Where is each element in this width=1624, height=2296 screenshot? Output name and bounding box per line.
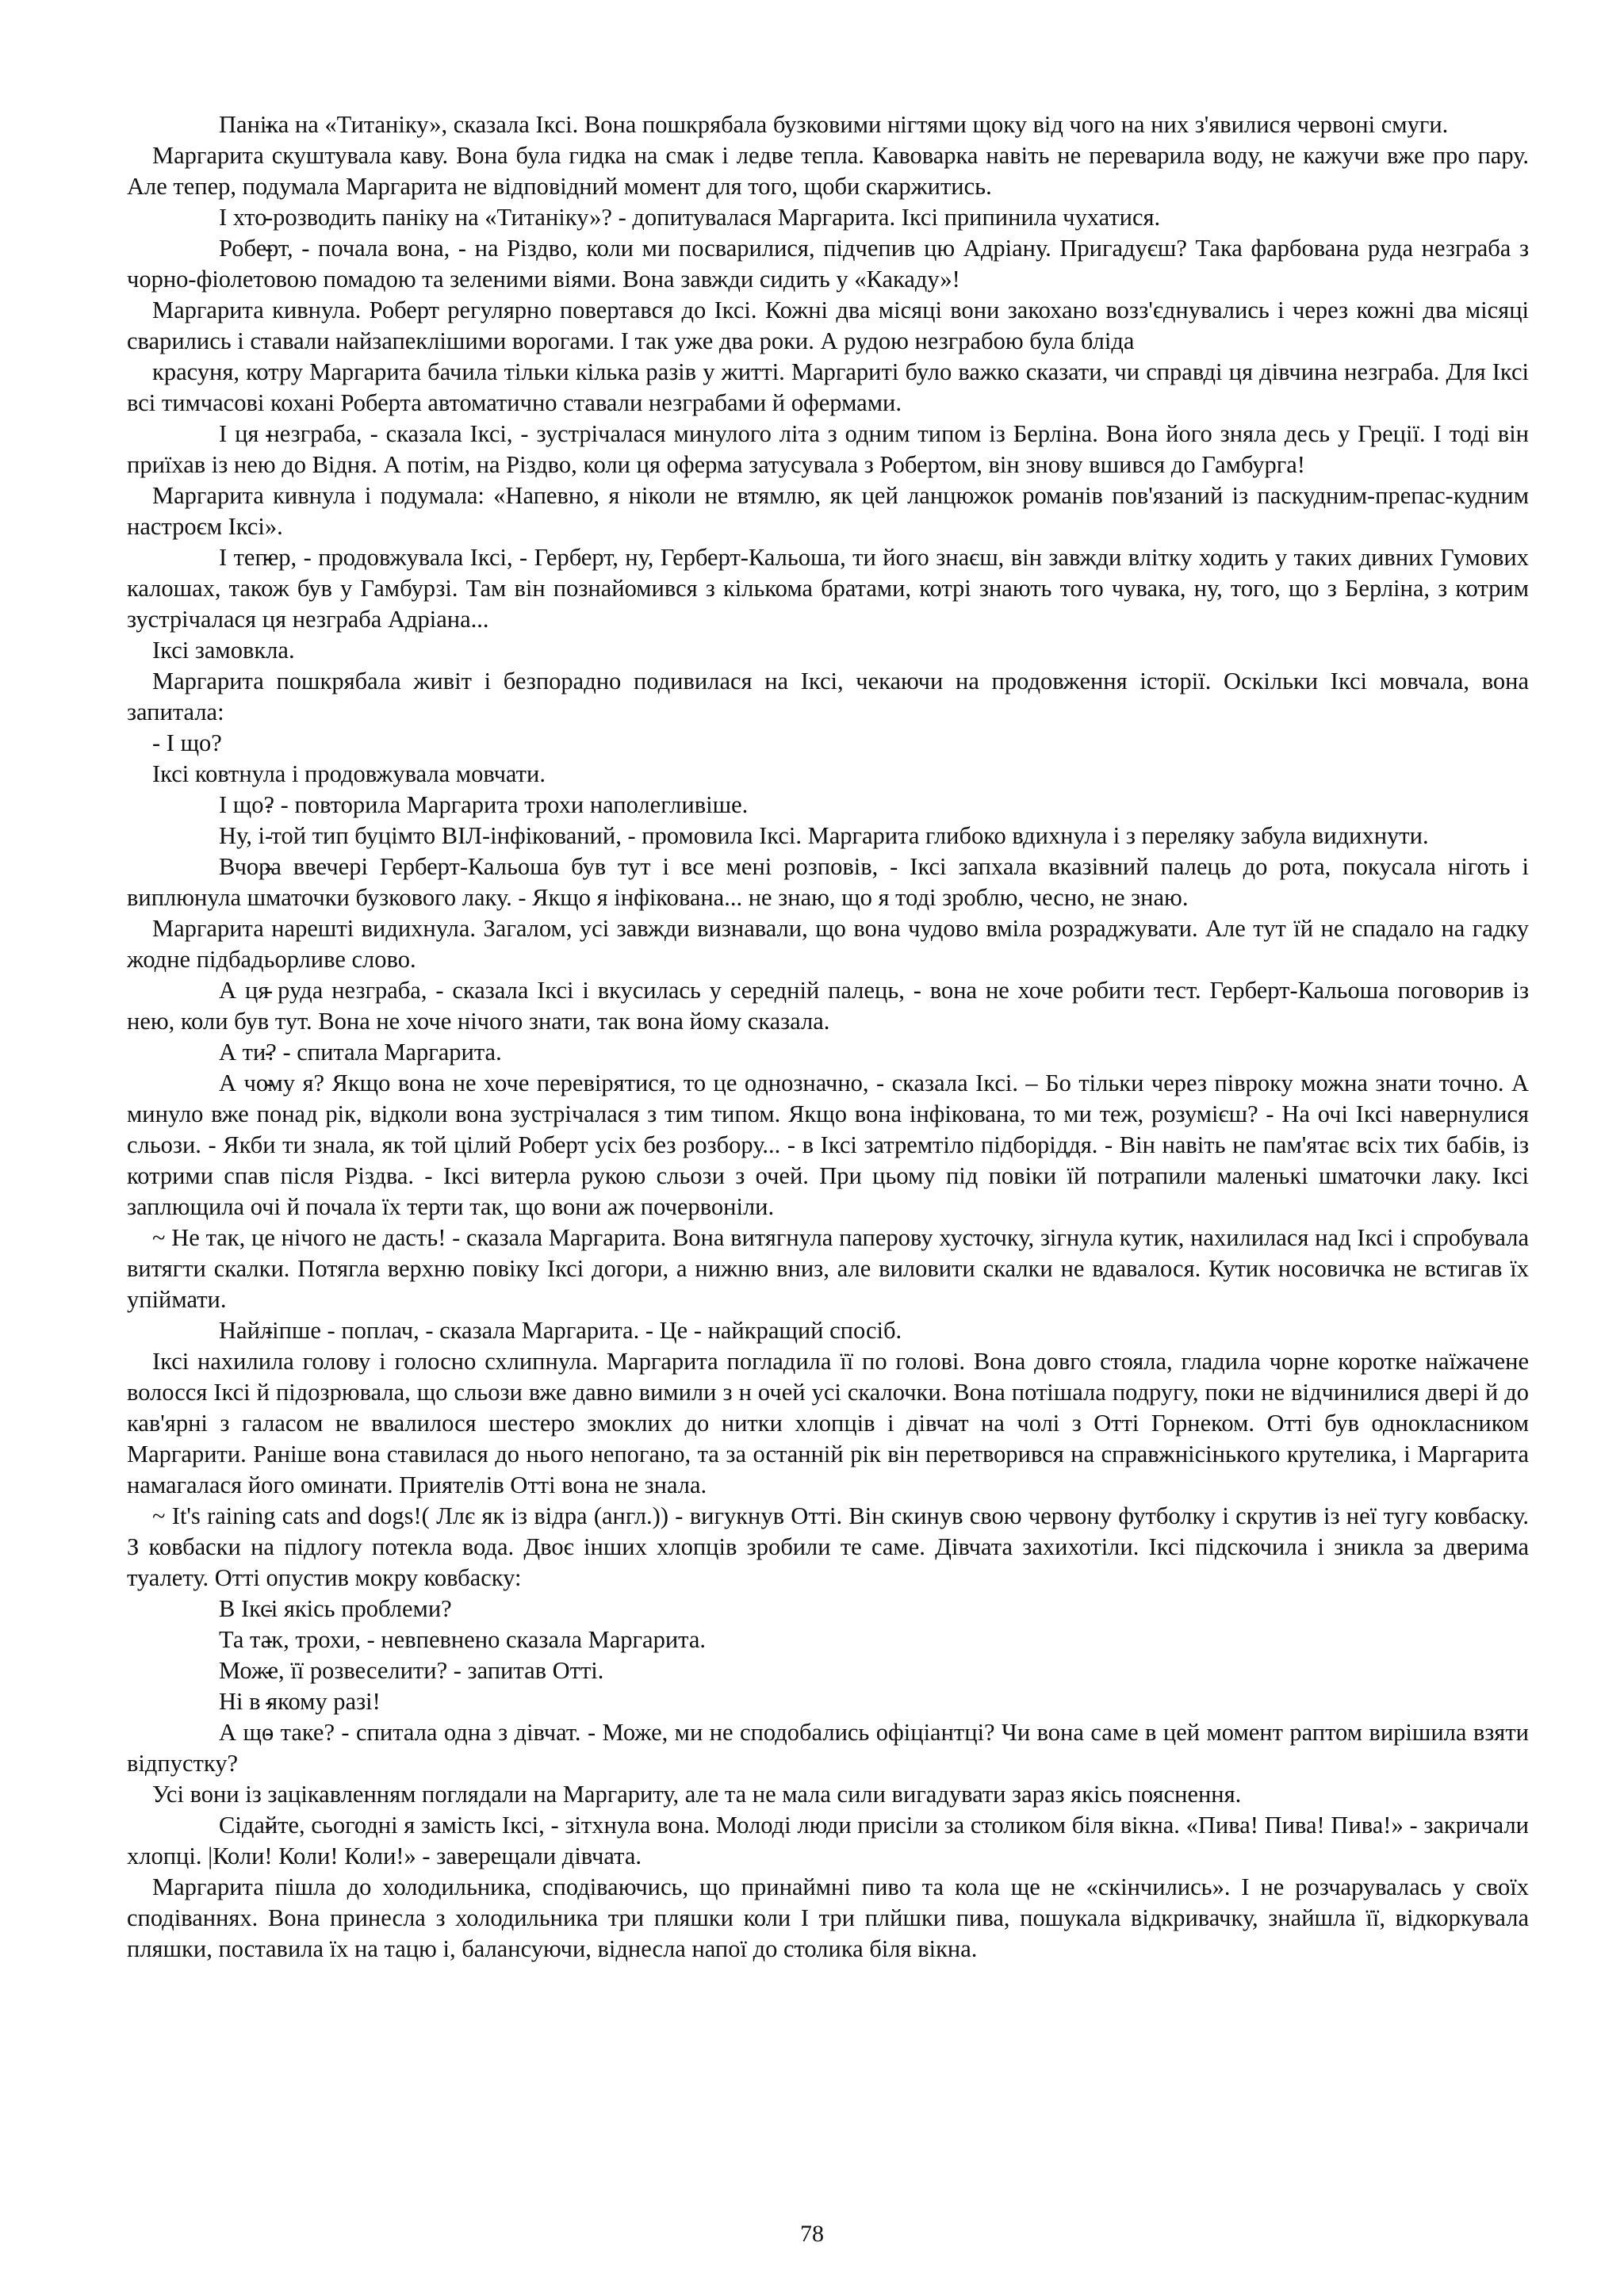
dialogue-paragraph: - І хто розводить паніку на «Титаніку»? - допитувалася Маргарита. Іксі припинила чухатися.: [127, 202, 1529, 233]
paragraph: Усі вони із зацікавленням поглядали на Маргариту, але та не мала сили вигадувати зараз якісь пояснення.: [152, 1781, 1242, 1808]
dialogue-paragraph: - А ти? - спитала Маргарита.: [127, 1037, 1529, 1068]
dialogue-paragraph: - Та так, трохи, - невпевнено сказала Маргарита.: [127, 1624, 1529, 1655]
body-text: [127, 109, 1529, 1965]
dialogue-paragraph: - А що таке? - спитала одна з дівчат. - Може, ми не сподобались офіціантці? Чи вона саме в цей момент раптом вирішила взяти відпустку?: [127, 1717, 1529, 1779]
dialogue-paragraph: - В Іксі якісь проблеми?: [127, 1594, 1529, 1624]
paragraph: красуня, котру Маргарита бачила тільки кілька разів у житті. Маргариті було важко сказати, чи справді ця дівчина незграба. Для Іксі всі тимчасові кохані Роберта автоматично ставали незграбами й офермами.: [127, 358, 1529, 416]
dialogue-paragraph: - Роберт, - почала вона, - на Різдво, коли ми посварилися, підчепив цю Адріану. Пригадуєш? Така фарбована руда незграба з чорно-фіолетовою помадою та зеленими віями. Вона завжди сидить у «Какаду»!: [127, 233, 1529, 295]
dialogue-paragraph: - Може, її розвеселити? - запитав Отті.: [127, 1655, 1529, 1686]
dialogue-paragraph: - І тепер, - продовжувала Іксі, - Герберт, ну, Герберт-Кальоша, ти його знаєш, він завжди влітку ходить у таких дивних Гумових калошах, також був у Гамбурзі. Там він познайомився з кількома братами, котрі знають того чувака, ну, того, що з Берліна, з котрим зустрічалася ця незграба Адріана...: [127, 542, 1529, 635]
dialogue-paragraph: - Ну, і той тип буцімто ВІЛ-інфікований, - промовила Іксі. Маргарита глибоко вдихнула і з переляку забула видихнути.: [127, 821, 1529, 851]
paragraph: Іксі замовкла.: [152, 637, 295, 664]
paragraph: - І що?: [152, 729, 222, 756]
dialogue-paragraph: - Найліпше - поплач, - сказала Маргарита. - Це - найкращий спосіб.: [127, 1315, 1529, 1346]
page-number: 78: [800, 2221, 824, 2247]
dialogue-paragraph: - Паніка на «Титаніку», сказала Іксі. Вона пошкрябала бузковими нігтями щоку від чого на них з'явилися червоні смуги.: [127, 109, 1529, 140]
dialogue-paragraph: - А чому я? Якщо вона не хоче перевірятися, то це однозначно, - сказала Іксі. – Бо тільки через півроку можна знати точно. А минуло вже понад рік, відколи вона зустрічалася з тим типом. Якщо вона інфікована, то ми теж, розумієш? - На очі Іксі навернулися сльози. - Якби ти знала, як той цілий Роберт усіх без розбору... - в Іксі затремтіло підборіддя. - Він навіть не пам'ятає всіх тих бабів, із котрими спав після Різдва. - Іксі витерла рукою сльози з очей. При цьому під повіки їй потрапили маленькі шматочки лаку. Іксі заплющила очі й почала їх терти так, що вони аж почервоніли.: [127, 1068, 1529, 1223]
dialogue-paragraph: - Вчора ввечері Герберт-Кальоша був тут і все мені розповів, - Іксі запхала вказівний палець до рота, покусала ніготь і виплюнула шматочки бузкового лаку. - Якщо я інфікована... не знаю, що я тоді зроблю, чесно, не знаю.: [127, 851, 1529, 913]
dialogue-paragraph: - А ця руда незграба, - сказала Іксі і вкусилась у середній палець, - вона не хоче робити тест. Герберт-Кальоша поговорив із нею, коли був тут. Вона не хоче нічого знати, так вона йому сказала.: [127, 975, 1529, 1037]
paragraph: Іксі ковтнула і продовжувала мовчати.: [152, 760, 546, 787]
dialogue-paragraph: - І ця незграба, - сказала Іксі, - зустрічалася минулого літа з одним типом із Берліна. Вона його зняла десь у Греції. І тоді він приїхав із нею до Відня. А потім, на Різдво, коли ця оферма затусувала з Робертом, він знову вшився до Гамбурга!: [127, 419, 1529, 480]
paragraph: Іксі нахилила голову і голосно схлипнула. Маргарита погладила її по голові. Вона довго стояла, гладила чорне коротке наїжачене волосся Іксі й підозрювала, що сльози вже давно вимили з н очей усі скалочки. Вона потішала подругу, поки не відчинилися двері й до кав'ярні з галасом не ввалилося шестеро змоклих до нитки хлопців і дівчат на чолі з Отті Горнеком. Отті був однокласником Маргарити. Раніше вона ставилася до нього непогано, та за останній рік він перетворився на справжнісінького крутелика, і Маргарита намагалася його оминати. Приятелів Отті вона не знала.: [127, 1348, 1529, 1498]
paragraph: ~ It's raining cats and dogs!( Ллє як із відра (англ.)) - вигукнув Отті. Він скинув свою червону футболку і скрутив із неї тугу ковбаску. З ковбаски на підлогу потекла вода. Двоє інших хлопців зробили те саме. Дівчата захихотіли. Іксі підскочила і зникла за дверима туалету. Отті опустив мокру ковбаску:: [127, 1502, 1529, 1591]
paragraph: Маргарита пішла до холодильника, сподіваючись, що принаймні пиво та кола ще не «скінчились». І не розчарувалась у своїх сподіваннях. Вона принесла з холодильника три пляшки коли І три плйшки пива, пошукала відкривачку, знайшла її, відкоркувала пляшки, поставила їх на тацю і, балансуючи, віднесла напої до столика біля вікна.: [127, 1873, 1529, 1962]
dialogue-paragraph: - Ні в якому разі!: [127, 1686, 1529, 1717]
dialogue-paragraph: - Сідайте, сьогодні я замість Іксі, - зітхнула вона. Молоді люди присіли за столиком біля вікна. «Пива! Пива! Пива!» - закричали хлопці. |Коли! Коли! Коли!» - заверещали дівчата.: [127, 1810, 1529, 1872]
paragraph: ~ Не так, це нічого не дасть! - сказала Маргарита. Вона витягнула паперову хусточку, зігнула кутик, нахилилася над Іксі і спробувала витягти скалки. Потягла верхню повіку Іксі догори, а нижню вниз, але виловити скалки не вдавалося. Кутик носовичка не встигав їх упіймати.: [127, 1224, 1529, 1313]
paragraph: Маргарита кивнула. Роберт регулярно повертався до Іксі. Кожні два місяці вони закохано возз'єднувались і через кожні два місяці сварились і ставали найзапеклішими ворогами. І так уже два роки. А рудою незграбою була бліда: [127, 297, 1529, 354]
paragraph: Маргарита скуштувала каву. Вона була гидка на смак і ледве тепла. Кавоварка навіть не переварила воду, не кажучи вже про пару. Але тепер, подумала Маргарита не відповідний момент для того, щоби скаржитись.: [127, 142, 1529, 200]
paragraph: Маргарита кивнула і подумала: «Напевно, я ніколи не втямлю, як цей ланцюжок романів пов'язаний із паскудним-препас-кудним настроєм Іксі».: [127, 482, 1529, 540]
paragraph: Маргарита нарешті видихнула. Загалом, усі завжди визнавали, що вона чудово вміла розраджувати. Але тут їй не спадало на гадку жодне підбадьорливе слово.: [127, 915, 1529, 973]
dialogue-paragraph: - І що? - повторила Маргарита трохи наполегливіше.: [127, 790, 1529, 821]
paragraph: Маргарита пошкрябала живіт і безпорадно подивилася на Іксі, чекаючи на продовження історії. Оскільки Іксі мовчала, вона запитала:: [127, 668, 1529, 725]
